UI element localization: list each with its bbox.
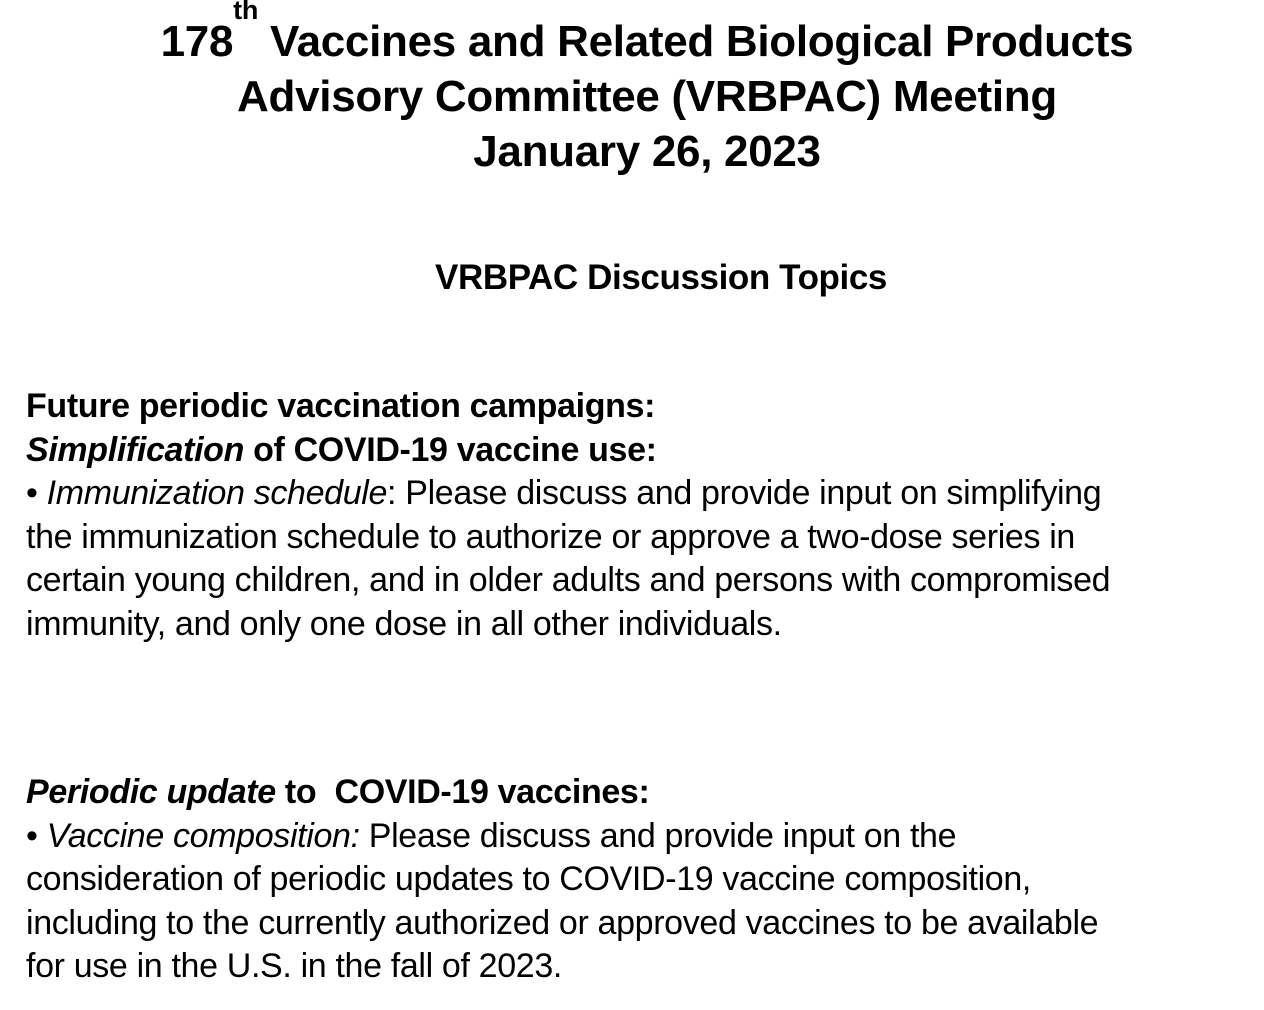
section-2-heading-text: to COVID-19 vaccines:	[275, 773, 650, 811]
meeting-number: 178	[160, 17, 234, 66]
meeting-date: January 26, 2023	[473, 127, 821, 176]
section-1-subheading-text: of COVID-19 vaccine use:	[244, 430, 657, 469]
section-2-bullet-line-4: for use in the U.S. in the fall of 2023.	[26, 947, 562, 985]
title-line-1	[0, 0, 1264, 69]
section-1-heading: Future periodic vaccination campaigns:	[26, 387, 656, 425]
meeting-title	[0, 0, 1264, 179]
section-2-heading	[26, 771, 1262, 815]
bullet-icon: •	[26, 474, 47, 512]
section-1-subheading	[26, 429, 1262, 473]
section-1-bullet-line-1	[26, 472, 1262, 516]
section-2-bullet-term: Vaccine composition:	[46, 816, 360, 855]
section-2-bullet-line-3: including to the currently authorized or approved vaccines to be available	[26, 903, 1099, 942]
section-2-bullet-text-1: Please discuss and provide input on the	[359, 816, 957, 855]
section-2-heading-emphasis: Periodic update	[26, 773, 276, 811]
title-line-2: Advisory Committee (VRBPAC) Meeting	[237, 72, 1057, 121]
section-2-bullet-line-2: consideration of periodic updates to COVID-19 vaccine composition,	[26, 860, 1032, 898]
section-1-bullet-term: Immunization schedule	[46, 474, 388, 512]
ordinal-suffix: th	[233, 0, 259, 25]
section-2-bullet-line-1	[26, 815, 1262, 859]
discussion-topics-heading: VRBPAC Discussion Topics	[435, 258, 887, 297]
topic-section-periodic-update	[26, 771, 1262, 989]
section-1-bullet-text-1: : Please discuss and provide input on simplifying	[387, 474, 1102, 512]
topic-section-simplification	[26, 385, 1262, 646]
section-1-bullet-line-4: immunity, and only one dose in all other individuals.	[26, 604, 782, 643]
section-1-bullet-line-2: the immunization schedule to authorize or approve a two-dose series in	[26, 517, 1075, 556]
title-line-1-text: Vaccines and Related Biological Products	[269, 17, 1134, 66]
section-1-bullet-line-3: certain young children, and in older adults and persons with compromised	[26, 561, 1111, 599]
section-1-subheading-emphasis: Simplification	[26, 430, 245, 469]
bullet-icon: •	[26, 816, 47, 855]
